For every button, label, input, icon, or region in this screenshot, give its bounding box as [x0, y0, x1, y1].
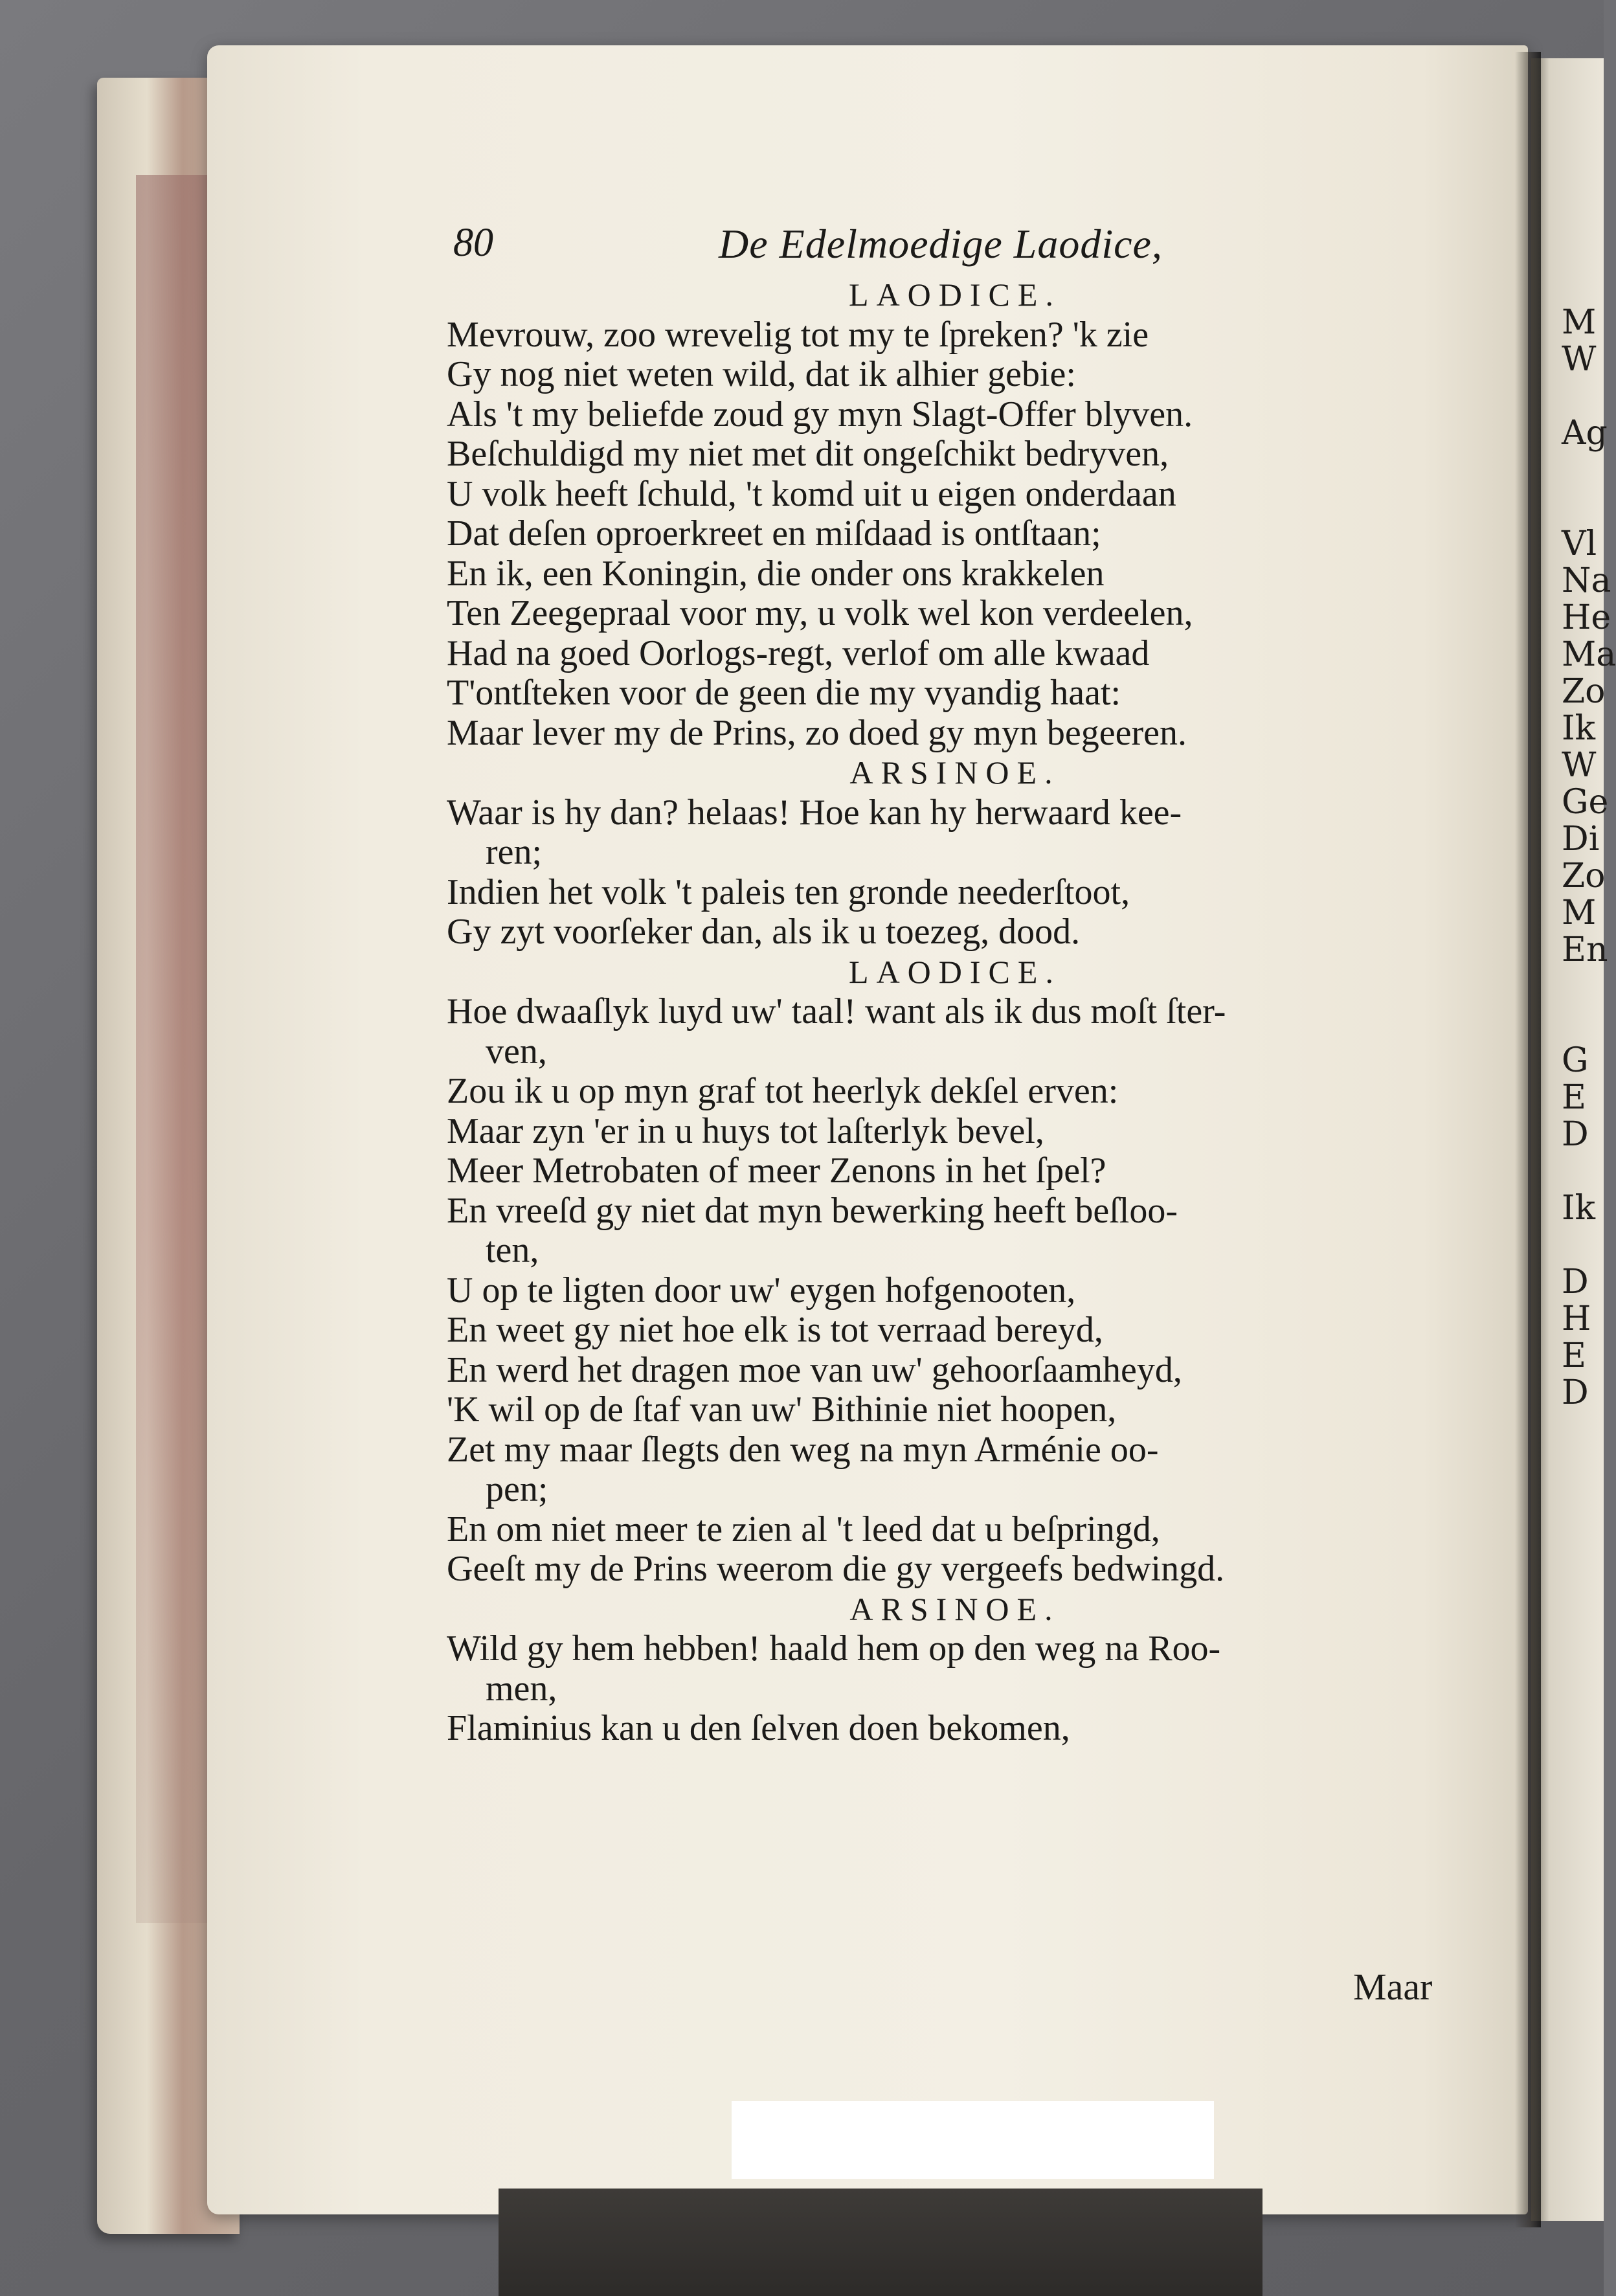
verse-line: 'K wil op de ſtaf van uw' Bithinie niet hoopen,: [447, 1390, 1117, 1430]
verse-lines: [447, 275, 1463, 1749]
page-header: [447, 214, 1463, 275]
verse-line: T'ontſteken voor de geen die my vyandig haat:: [447, 673, 1121, 713]
facing-page-fragment: Ik: [1562, 709, 1596, 748]
verse-line: U volk heeft ſchuld, 't komd uit u eigen onderdaan: [447, 473, 1176, 514]
facing-page-fragment: W: [1562, 340, 1597, 379]
facing-page-fragment: [1562, 378, 1604, 415]
facing-page-fragment: Na: [1562, 561, 1611, 600]
facing-page-fragment: Ag: [1562, 414, 1608, 453]
facing-page-fragment: E: [1562, 1078, 1586, 1117]
facing-page-fragment: Vl: [1562, 524, 1597, 563]
verse-line: Meer Metrobaten of meer Zenons in het ſpel?: [447, 1151, 1106, 1191]
verse-line: En weet gy niet hoe elk is tot verraad bereyd,: [447, 1310, 1103, 1350]
facing-page-fragment: W: [1562, 746, 1597, 785]
facing-page-fragment: [1562, 1006, 1604, 1042]
verse-line: Mevrouw, zoo wrevelig tot my te ſpreken? 'k zie: [447, 314, 1149, 355]
verse-continuation: ren;: [486, 832, 543, 872]
verse-continuation: pen;: [486, 1469, 548, 1509]
facing-page-fragment: Di: [1562, 820, 1600, 859]
facing-page-fragment: [1562, 452, 1604, 489]
facing-page-fragment: [1562, 969, 1604, 1006]
page-number: 80: [453, 221, 493, 265]
verse-line: Waar is hy dan? helaas! Hoe kan hy herwaard kee-: [447, 792, 1182, 833]
verse-line: Ten Zeegepraal voor my, u volk wel kon verdeelen,: [447, 593, 1193, 633]
speaker-name: LAODICE.: [849, 953, 1061, 990]
facing-page-fragment: D: [1562, 1263, 1589, 1301]
verse-line: Gy zyt voorſeker dan, als ik u toezeg, dood.: [447, 912, 1081, 952]
verse-line: Beſchuldigd my niet met dit ongeſchikt bedryven,: [447, 434, 1169, 474]
page-text-block: [447, 214, 1463, 1749]
facing-page-fragment: M: [1562, 894, 1597, 932]
verse-line: Geeſt my de Prins weerom die gy vergeefs bedwingd.: [447, 1549, 1225, 1589]
facing-page-fragment: D: [1562, 1373, 1589, 1412]
verse-line: Gy nog niet weten wild, dat ik alhier gebie:: [447, 354, 1076, 394]
verse-line: Dat deſen oproerkreet en miſdaad is ontſtaan;: [447, 513, 1101, 554]
speaker-name: LAODICE.: [849, 276, 1061, 313]
facing-page-fragment: [1562, 1153, 1604, 1190]
verse-line: En werd het dragen moe van uw' gehoorſaamheyd,: [447, 1349, 1182, 1390]
facing-page-fragment: E: [1562, 1336, 1586, 1375]
facing-page-fragment: Ik: [1562, 1189, 1596, 1228]
verse-line: Maar lever my de Prins, zo doed gy myn begeeren.: [447, 712, 1187, 753]
verse-continuation: men,: [486, 1668, 557, 1709]
catchword: Maar: [1353, 1966, 1433, 2008]
verse-line: Zet my maar ſlegts den weg na myn Arménie oo-: [447, 1429, 1159, 1470]
verse-line: En om niet meer te zien al 't leed dat u beſpringd,: [447, 1509, 1160, 1549]
verse-line: En vreeſd gy niet dat myn bewerking heeft beſloo-: [447, 1190, 1178, 1231]
running-title: De Edelmoedige Laodice,: [719, 221, 1163, 267]
facing-page-fragment: G: [1562, 1041, 1589, 1080]
facing-page-fragment: En: [1562, 930, 1608, 969]
verse-line: Hoe dwaaſlyk luyd uw' taal! want als ik dus moſt ſter-: [447, 991, 1226, 1031]
facing-page-text: [1562, 303, 1616, 1412]
book-stand: [499, 2189, 1262, 2296]
speaker-name: ARSINOE.: [849, 1590, 1060, 1627]
verse-line: Wild gy hem hebben! haald hem op den weg na Roo-: [447, 1628, 1221, 1669]
cover-stain: [136, 175, 207, 1923]
verse-line: En ik, een Koningin, die onder ons krakkelen: [447, 553, 1105, 594]
verse-line: Maar zyn 'er in u huys tot laſterlyk bevel,: [447, 1110, 1044, 1151]
facing-page-fragment: Zo: [1562, 857, 1606, 895]
facing-page-fragment: H: [1562, 1300, 1591, 1338]
facing-page-fragment: Ma: [1562, 635, 1616, 674]
facing-page-fragment: D: [1562, 1115, 1589, 1154]
verse-line: Zou ik u op myn graf tot heerlyk dekſel erven:: [447, 1071, 1119, 1111]
facing-page-fragment: Zo: [1562, 672, 1606, 711]
speaker-name: ARSINOE.: [849, 754, 1060, 791]
verse-line: Flaminius kan u den ſelven doen bekomen,: [447, 1708, 1070, 1748]
facing-page-fragment: Ge: [1562, 783, 1609, 822]
facing-page-fragment: He: [1562, 598, 1611, 637]
white-label: [732, 2101, 1214, 2179]
verse-line: U op te ligten door uw' eygen hofgenooten,: [447, 1270, 1076, 1311]
verse-line: Als 't my beliefde zoud gy myn Slagt-Offer blyven.: [447, 394, 1193, 434]
verse-continuation: ten,: [486, 1230, 539, 1270]
verse-line: Indien het volk 't paleis ten gronde neederſtoot,: [447, 872, 1130, 912]
facing-page-fragment: [1562, 489, 1604, 526]
book-gutter: [1515, 52, 1541, 2227]
facing-page-fragment: M: [1562, 303, 1597, 342]
facing-page-fragment: [1562, 1227, 1604, 1264]
verse-line: Had na goed Oorlogs-regt, verlof om alle kwaad: [447, 633, 1150, 673]
verse-continuation: ven,: [486, 1031, 547, 1072]
